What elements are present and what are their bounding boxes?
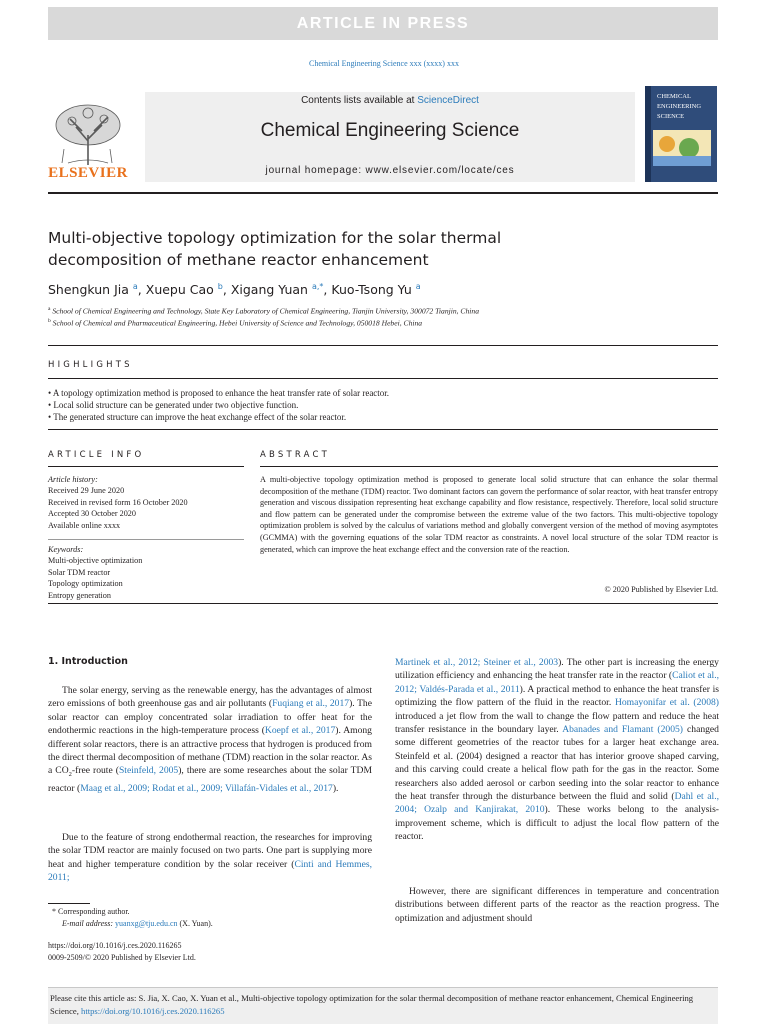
paper-title: [48, 227, 648, 271]
divider: [48, 603, 718, 604]
text-run: introduced a jet flow from the wall to change the flow pattern and reduce the heat transfer resistance in the boundary layer.: [395, 710, 719, 736]
paper-title-line: Multi-objective topology optimization for the solar thermal: [48, 229, 502, 247]
email-note: [62, 919, 213, 928]
divider: [48, 539, 244, 540]
highlights-heading: HIGHLIGHTS: [48, 360, 133, 370]
article-history: [48, 474, 248, 531]
affiliation-mark: a: [48, 306, 51, 312]
affiliation-mark: b: [48, 318, 51, 324]
keywords-label: Keywords:: [48, 545, 84, 554]
keyword: Entropy generation: [48, 590, 111, 600]
abstract-heading: ABSTRACT: [260, 450, 331, 460]
citation-text: Please cite this article as: S. Jia, X. Cao, X. Yuan et al., Multi-objective topology optimization for the solar thermal decomposition of methane reactor enhancement, Chemical Engineering Science,: [50, 993, 694, 1016]
affiliation: [48, 306, 718, 316]
article-info-heading: ARTICLE INFO: [48, 450, 145, 460]
author-name: Shengkun Jia: [48, 282, 129, 298]
journal-reference-link[interactable]: Chemical Engineering Science xxx (xxxx) xxx: [309, 59, 459, 68]
article-history-label: Article history:: [48, 475, 98, 484]
text-run: ). Among different solar reactors, there is an attractive process that hydrogen is produced from the direct thermal decomposition of methane (TDM) reaction in the solar reactor. As a CO: [48, 725, 372, 777]
text-run: The solar energy, serving as the renewable energy, has the advantages of almost zero emissions of both greenhouse gas and air pollutants (: [48, 685, 372, 710]
history-entry: Received 29 June 2020: [48, 486, 125, 496]
email-label: E-mail address:: [62, 919, 116, 928]
cover-spine: [645, 86, 651, 182]
journal-cover-thumbnail: [645, 86, 717, 182]
history-entry: Accepted 30 October 2020: [48, 509, 136, 519]
issn-line: 0009-2509/© 2020 Published by Elsevier Ltd.: [48, 953, 196, 962]
text-run: ), there are some researches about the solar TDM reactor (: [48, 765, 372, 794]
intro-paragraph: [395, 656, 719, 844]
header-rule: [48, 192, 718, 194]
divider: [48, 345, 718, 346]
author-name: Xuepu Cao: [145, 282, 214, 298]
affiliation-text: School of Chemical and Pharmaceutical Engineering, Hebei University of Science and Technology, 050018 Hebei, China: [52, 318, 423, 328]
affiliation-text: School of Chemical Engineering and Technology, State Key Laboratory of Chemical Engineering, Tianjin University, 300072 Tianjin, China: [52, 306, 479, 316]
affiliation: [48, 318, 718, 328]
highlight-item: • A topology optimization method is proposed to enhance the heat transfer rate of solar reactor.: [48, 388, 718, 398]
divider: [260, 466, 718, 467]
doi-link[interactable]: https://doi.org/10.1016/j.ces.2020.116265: [48, 941, 182, 950]
citation-link[interactable]: Caliot et al., 2012; Valdés-Parada et al., 2011: [395, 670, 720, 695]
abstract-text: A multi-objective topology optimization method is proposed to generate local solid structure that can enhance the solar thermal decomposition of the methane (TDM) reactor. Two dominant factors can govern the performance of solar reactor, with heat transfer entropy generation and viscous dissipation representing heat exchange capability and flow resistance, respectively. Therefore, local solid structure and flow pattern can be generated under the compromise between the extreme value of the two factors. This multi-objective topology optimization problem is solved by the calculus of variations method and globally convergent version of the method of moving asymptotes (GCMMA) with the governing equations of the solar TDM reactor as constraints. A novel local structure of the solar TDM reactor is generated, which can improve the heat exchange effect and the conversion rate of the reaction.: [260, 475, 718, 554]
text-run: ).: [332, 782, 339, 794]
author-separator: ,: [222, 282, 231, 298]
article-in-press-banner: ARTICLE IN PRESS: [48, 7, 718, 40]
author-affiliation-mark[interactable]: b: [217, 282, 223, 291]
text-run: ). The solar reactor can employ concentrated solar irradiation to offer heat for the endothermic reactions in the high-temperature process (: [48, 698, 372, 737]
history-entry: Received in revised form 16 October 2020: [48, 497, 188, 507]
sciencedirect-link[interactable]: ScienceDirect: [417, 95, 479, 106]
keyword: Multi-objective optimization: [48, 556, 143, 566]
contents-prefix: Contents lists available at: [301, 95, 418, 106]
intro-paragraph: [48, 684, 372, 795]
abstract-copyright: © 2020 Published by Elsevier Ltd.: [604, 585, 718, 594]
author-affiliation-mark[interactable]: a: [132, 282, 138, 291]
text-run: Due to the feature of strong endothermal reaction, the researches for improving the solar TDM reactor are mainly focused on two parts. One part is supplying more heat and higher temperature condition by the solar receiver (: [48, 832, 372, 870]
journal-homepage[interactable]: journal homepage: www.elsevier.com/locate/ces: [265, 165, 515, 176]
citation-link[interactable]: Koepf et al., 2017: [264, 725, 336, 737]
cover-title-line: ENGINEERING: [657, 103, 702, 110]
citation-box: [48, 987, 718, 1024]
divider: [48, 466, 244, 467]
text-run: changed some different geometries of the reactor tubes for a larger heat exchange area. Steinfeld et al. (2004) designed a reactor that has interior groove shaped carving, and this carving could create a helical flow path for the gas in the reactor. Some researchers also added aerosol or carbon seeding into the solar reactor to enhance the heat transfer through the disturbance between the fluid and solid (: [395, 724, 719, 803]
author-affiliation-mark[interactable]: a,*: [311, 282, 324, 291]
text-run: ). A practical method to enhance the heat transfer is optimizing the flow pattern of the fluid in the reactor.: [395, 683, 719, 709]
author-list: [48, 282, 648, 297]
intro-paragraph: [48, 831, 372, 885]
corresponding-author-note: * Corresponding author.: [52, 907, 130, 916]
author-separator: ,: [323, 282, 332, 298]
journal-title: Chemical Engineering Science: [260, 120, 520, 141]
highlight-item: • Local solid structure can be generated under two objective function.: [48, 400, 718, 410]
paper-title-line: decomposition of methane reactor enhancement: [48, 251, 429, 269]
cover-title: [657, 92, 717, 122]
citation-link[interactable]: Maag et al., 2009; Rodat et al., 2009; Villafán-Vidales et al., 2017: [80, 782, 333, 794]
text-run: -free route (: [71, 765, 119, 777]
citation-link[interactable]: Cinti and Hemmes, 2011;: [48, 858, 372, 884]
citation-link[interactable]: Homayonifar et al. (2008): [614, 697, 720, 709]
cover-title-line: CHEMICAL: [657, 93, 691, 100]
author-name: Xigang Yuan: [230, 282, 308, 298]
divider: [48, 429, 718, 430]
cover-image: [653, 130, 711, 166]
introduction-heading: 1. Introduction: [48, 656, 128, 667]
cover-title-line: SCIENCE: [657, 113, 685, 120]
email-suffix: (X. Yuan).: [177, 919, 213, 928]
author-name: Kuo-Tsong Yu: [331, 282, 412, 298]
author-separator: ,: [137, 282, 146, 298]
author-affiliation-mark[interactable]: a: [415, 282, 421, 291]
history-entry: Available online xxxx: [48, 520, 121, 530]
citation-link[interactable]: Steinfeld, 2005: [118, 765, 179, 777]
keyword: Topology optimization: [48, 579, 123, 589]
text-run: ). The other part is increasing the energy utilization efficiency and enhancing the heat transfer rate in the reactor (: [395, 657, 719, 682]
text-run: ). These works belong to the analysis-improvement scheme, which is difficult to adjust the local flow pattern of the reactor.: [395, 804, 719, 843]
elsevier-wordmark: ELSEVIER: [48, 165, 128, 181]
keyword: Solar TDM reactor: [48, 567, 111, 577]
citation-link[interactable]: Abanades and Flamant (2005): [562, 724, 683, 736]
citation-doi-link[interactable]: https://doi.org/10.1016/j.ces.2020.116265: [81, 1006, 225, 1016]
divider: [48, 378, 718, 379]
footnote-rule: [48, 903, 90, 904]
citation-link[interactable]: Dahl et al., 2004; Ozalp and Kanjirakat, 2010: [395, 791, 719, 816]
citation-link[interactable]: Fuqiang et al., 2017: [272, 698, 350, 710]
highlight-item: • The generated structure can improve the heat exchange effect of the solar reactor.: [48, 412, 718, 422]
intro-paragraph: However, there are significant differences in temperature and concentration distributions between different parts of the reactor as the reaction progress. The optimization and adjustment should: [395, 886, 719, 924]
citation-link[interactable]: Martinek et al., 2012; Steiner et al., 2003: [395, 657, 559, 668]
contents-line: [145, 95, 635, 106]
keywords: [48, 544, 248, 601]
subscript: 2: [68, 771, 72, 779]
email-link[interactable]: yuanxg@tju.edu.cn: [115, 919, 178, 928]
